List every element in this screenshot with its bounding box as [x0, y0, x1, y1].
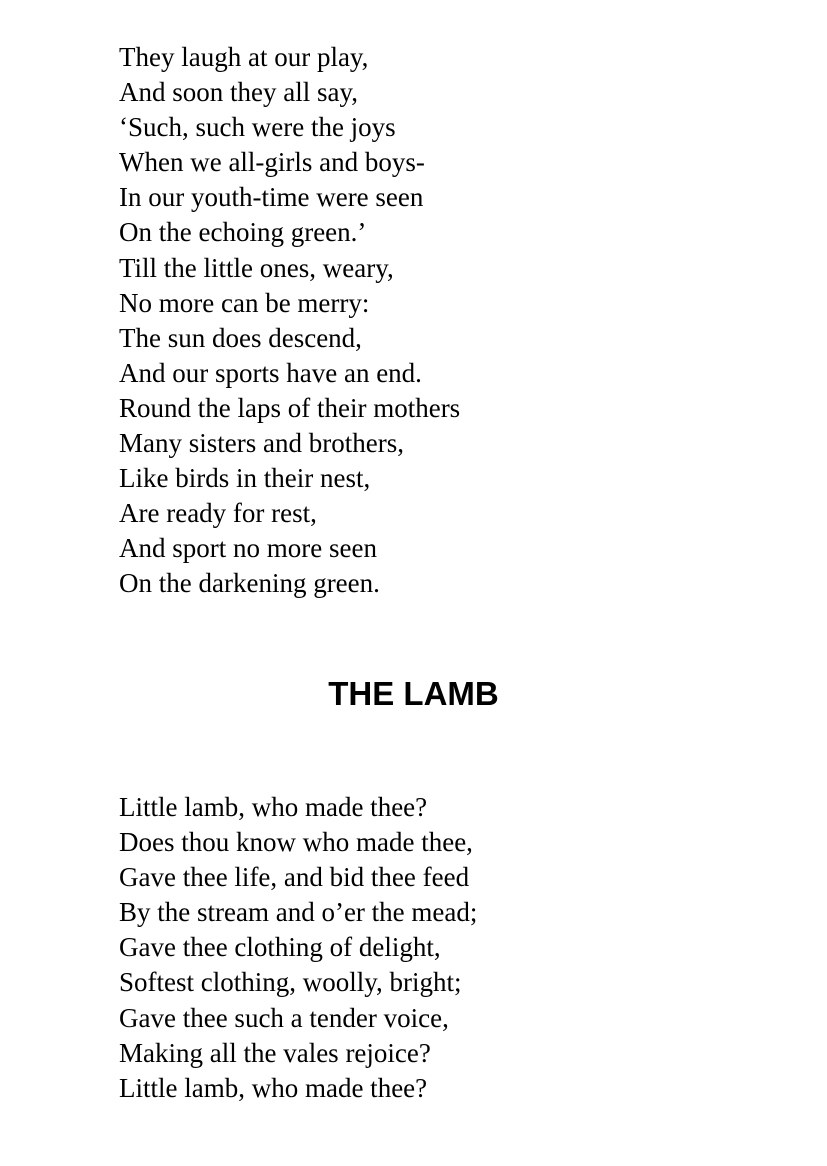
poem-title: THE LAMB [328, 675, 499, 712]
poem-line: And our sports have an end. [119, 357, 422, 388]
poem-line: And sport no more seen [119, 533, 377, 564]
poem-line: Little lamb, who made thee? [119, 1072, 428, 1103]
poem-line: Making all the vales rejoice? [119, 1037, 431, 1068]
poem-line: By the stream and o’er the mead; [119, 897, 478, 928]
poem-line: Softest clothing, woolly, bright; [119, 967, 462, 998]
poem-line: When we all-girls and boys- [119, 147, 425, 178]
poem-line: On the echoing green.’ [119, 217, 367, 248]
poem-line: Gave thee such a tender voice, [119, 1002, 449, 1033]
poem-line: ‘Such, such were the joys [119, 112, 396, 143]
poem-line: Little lamb, who made thee? [119, 792, 428, 822]
poem-line: Like birds in their nest, [119, 463, 371, 494]
poem-line: And soon they all say, [119, 77, 358, 108]
poem-line: On the darkening green. [119, 568, 380, 599]
poem-line: No more can be merry: [119, 287, 370, 318]
echoing-green-stanza [119, 40, 460, 602]
poem-line: Gave thee clothing of delight, [119, 932, 441, 963]
poem-line: Many sisters and brothers, [119, 428, 404, 459]
poem-line: Till the little ones, weary, [119, 252, 394, 283]
poem-line: They laugh at our play, [119, 42, 369, 72]
poem-line: Round the laps of their mothers [119, 392, 461, 423]
poem-line: Gave thee life, and bid thee feed [119, 862, 470, 893]
poem-line: In our youth-time were seen [119, 182, 424, 213]
poem-line: The sun does descend, [119, 322, 362, 353]
lamb-stanza [119, 790, 477, 1106]
poem-line: Are ready for rest, [119, 498, 317, 529]
poem-line: Does thou know who made thee, [119, 827, 473, 858]
